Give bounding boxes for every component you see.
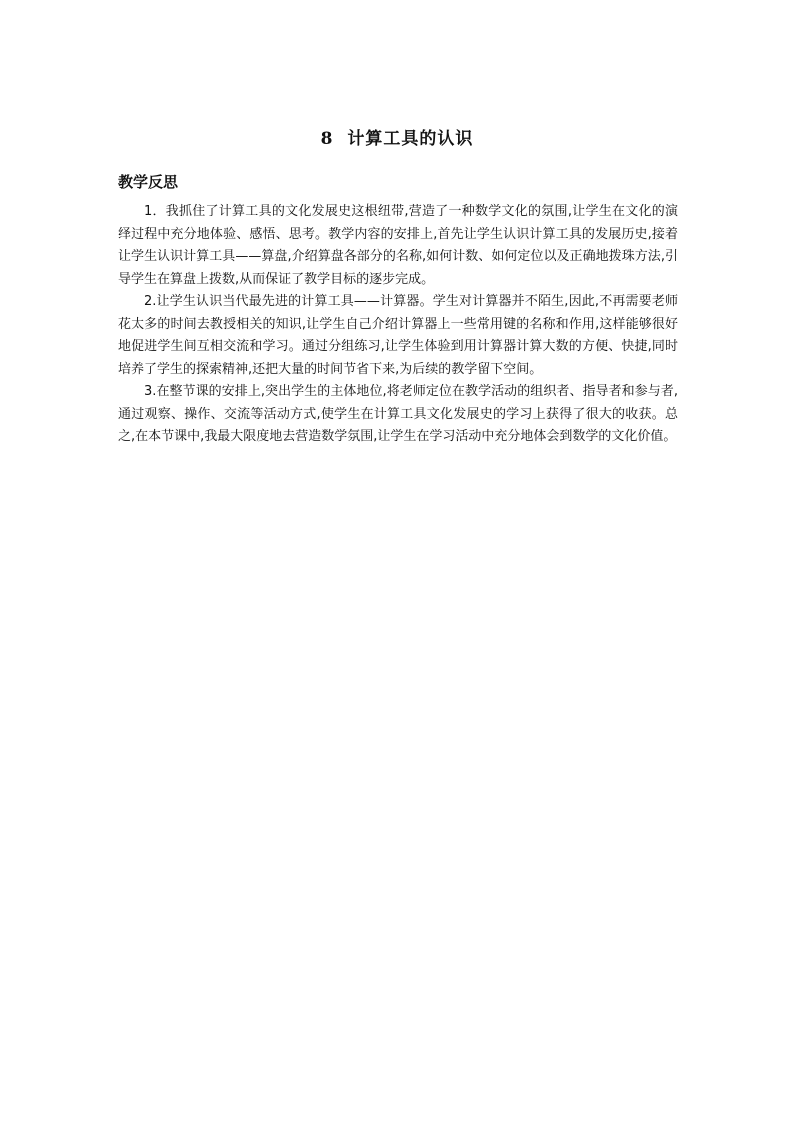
paragraph-3: 3.在整节课的安排上,突出学生的主体地位,将老师定位在教学活动的组织者、指导者和参与者,通过观察、操作、交流等活动方式,使学生在计算工具文化发展史的学习上获得了很大的收获。总之,在本节课中,我最大限度地去营造数学氛围,让学生在学习活动中充分地体会到数学的文化价值。 — [118, 384, 678, 444]
paragraph-1: 1．我抓住了计算工具的文化发展史这根纽带,营造了一种数学文化的氛围,让学生在文化的演绎过程中充分地体验、感悟、思考。教学内容的安排上,首先让学生认识计算工具的发展历史,接着让学生认识计算工具——算盘,介绍算盘各部分的名称,如何计数、如何定位以及正确地拨珠方法,引导学生在算盘上拨数,从而保证了教学目标的逐步完成。 — [118, 204, 678, 287]
section-heading: 教学反思 — [118, 173, 179, 191]
body-text — [118, 201, 678, 449]
title-text: 计算工具的认识 — [347, 129, 474, 149]
title-number: 8 — [320, 129, 334, 149]
page-title — [0, 127, 794, 151]
paragraph-2: 2.让学生认识当代最先进的计算工具——计算器。学生对计算器并不陌生,因此,不再需要老师花太多的时间去教授相关的知识,让学生自己介绍计算器上一些常用键的名称和作用,这样能够很好地促进学生间互相交流和学习。通过分组练习,让学生体验到用计算器计算大数的方便、快捷,同时培养了学生的探索精神,还把大量的时间节省下来,为后续的教学留下空间。 — [118, 294, 678, 377]
